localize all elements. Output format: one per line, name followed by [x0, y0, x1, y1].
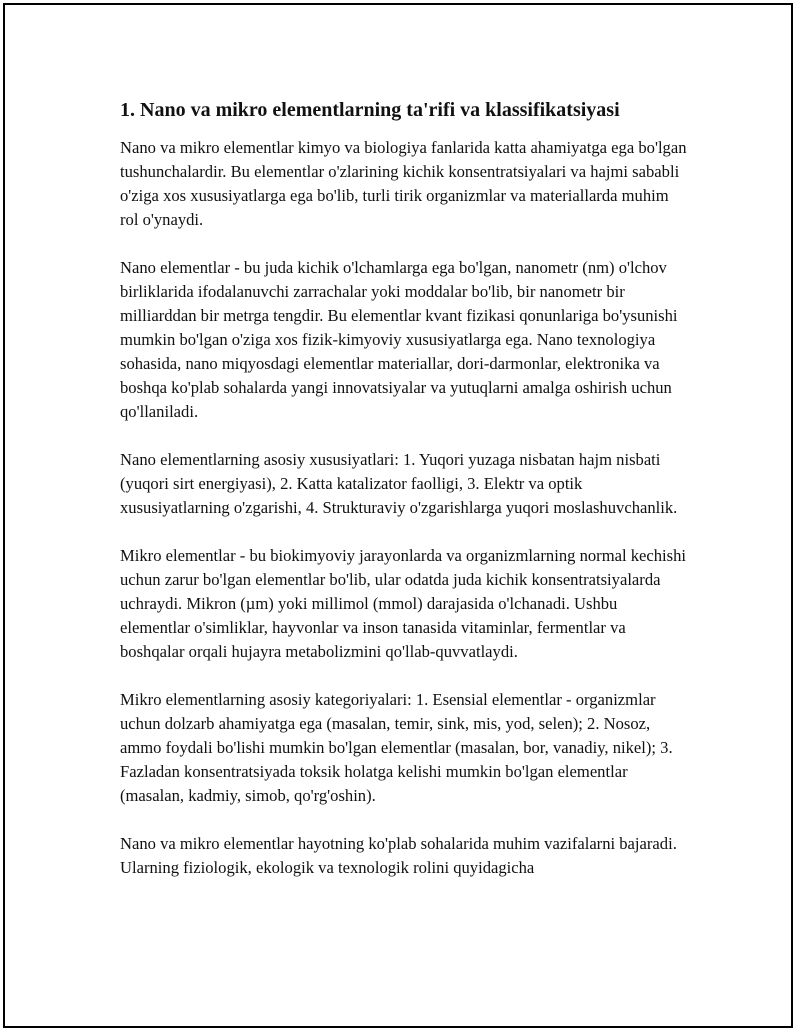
- paragraph-nano-properties: Nano elementlarning asosiy xususiyatlari: 1. Yuqori yuzaga nisbatan hajm nisbati (yuqori sirt energiyasi), 2. Katta katalizator faolligi, 3. Elektr va optik xususiyatlarning o'zgarishi, 4. Strukturaviy o'zgarishlarga yuqori moslashuvchanlik.: [120, 450, 678, 517]
- page-frame: [3, 3, 793, 1028]
- paragraph-definition: Nano va mikro elementlar kimyo va biologiya fanlarida katta ahamiyatga ega bo'lgan tushunchalardir. Bu elementlar o'zlarining kichik konsentratsiyalari va hajmi sababli o'ziga xos xususiyatlarga ega bo'lib, turli tirik organizmlar va materiallarda muhim rol o'ynaydi.: [120, 138, 687, 229]
- document-body: [120, 95, 690, 904]
- paragraph-roles: Nano va mikro elementlar hayotning ko'plab sohalarida muhim vazifalarni bajaradi. Ularning fiziologik, ekologik va texnologik rolini quyidagicha: [120, 834, 677, 877]
- paragraph-micro-elements: Mikro elementlar - bu biokimyoviy jarayonlarda va organizmlarning normal kechishi uchun zarur bo'lgan elementlar bo'lib, ular odatda juda kichik konsentratsiyalarda uchraydi. Mikron (µm) yoki millimol (mmol) darajasida o'lchanadi. Ushbu elementlar o'simliklar, hayvonlar va inson tanasida vitaminlar, fermentlar va boshqalar orqali hujayra metabolizmini qo'llab-quvvatlaydi.: [120, 546, 687, 661]
- section-heading: 1. Nano va mikro elementlarning ta'rifi va klassifikatsiyasi: [120, 99, 620, 121]
- paragraph-nano-elements: Nano elementlar - bu juda kichik o'lchamlarga ega bo'lgan, nanometr (nm) o'lchov birliklarida ifodalanuvchi zarrachalar yoki moddalar bo'lib, bir nanometr bir milliarddan bir metrga tengdir. Bu elementlar kvant fizikasi qonunlariga bo'ysunishi mumkin bo'lgan o'ziga xos fizik-kimyoviy xususiyatlarga ega. Nano texnologiya sohasida, nano miqyosdagi elementlar materiallar, dori-darmonlar, elektronika va boshqa ko'plab sohalarda yangi innovatsiyalar va yutuqlarni amalga oshirish uchun qo'llaniladi.: [120, 258, 678, 421]
- paragraph-micro-categories: Mikro elementlarning asosiy kategoriyalari: 1. Esensial elementlar - organizmlar uchun dolzarb ahamiyatga ega (masalan, temir, sink, mis, yod, selen); 2. Nosoz, ammo foydali bo'lishi mumkin bo'lgan elementlar (masalan, bor, vanadiy, nikel); 3. Fazladan konsentratsiyada toksik holatga kelishi mumkin bo'lgan elementlar (masalan, kadmiy, simob, qo'rg'oshin).: [120, 690, 673, 805]
